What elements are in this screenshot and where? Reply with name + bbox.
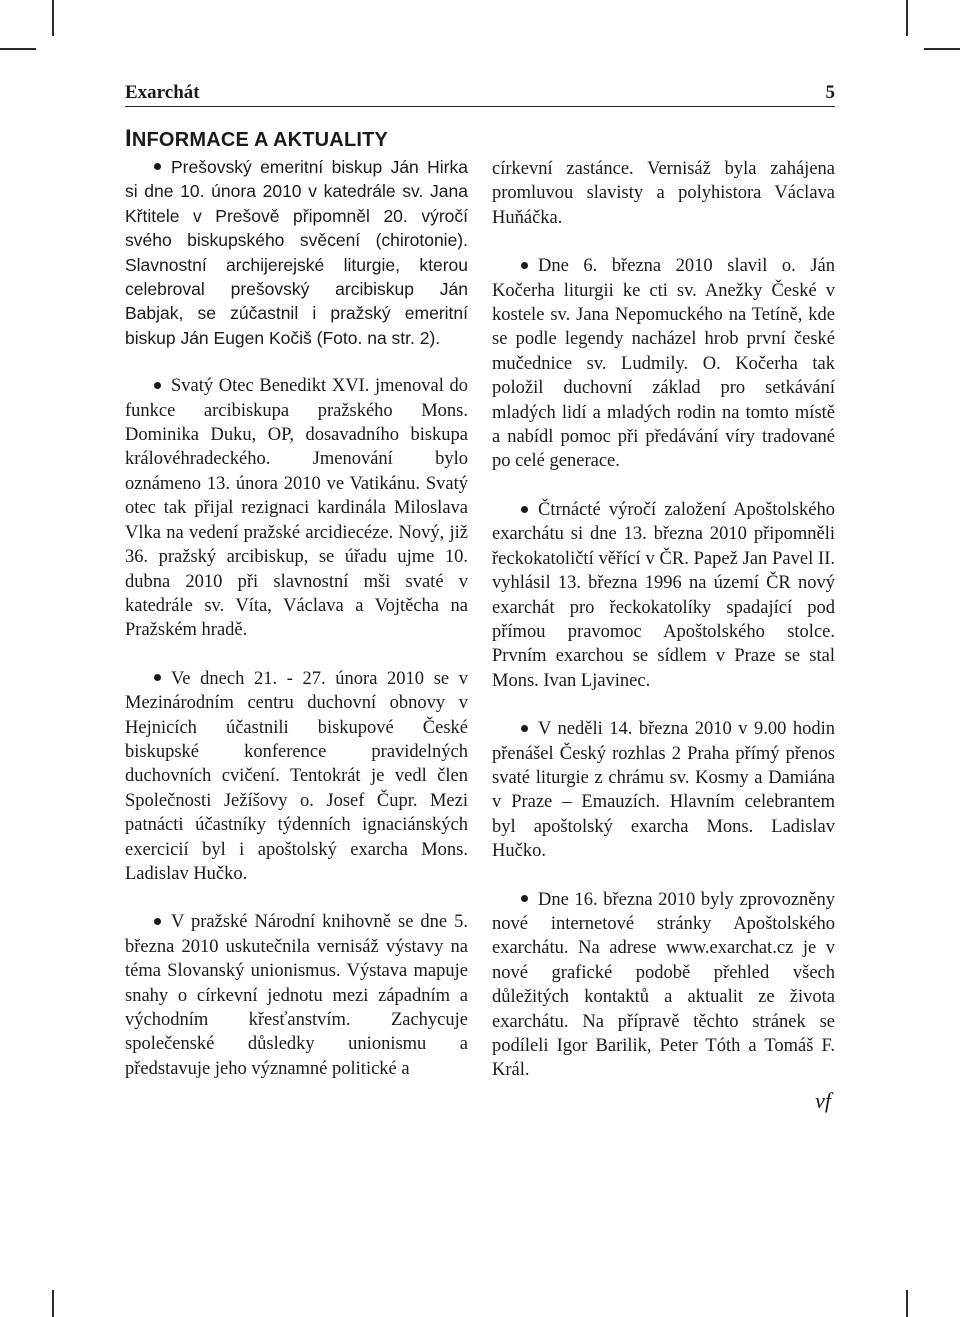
crop-mark-bottom-left <box>52 1290 54 1317</box>
news-item-text: Ve dnech 21. - 27. února 2010 se v Mezinárodním centru duchovní obnovy v Hejnicích účastnili biskupové České biskupské konference pravidelných duchovních cvičení. Tentokrát je vedl člen Společnosti Ježíšovy o. Josef Čupr. Mezi patnácti účastníky týdenních ignaciánských exercicií byl i apoštolský exarcha Mons. Ladislav Hučko. <box>125 668 468 884</box>
bullet-icon <box>154 918 161 925</box>
author-signature: vf <box>815 1087 831 1113</box>
news-item <box>125 155 468 350</box>
news-item <box>125 374 468 642</box>
section-title-initial: I <box>125 125 132 152</box>
page-number: 5 <box>825 82 835 103</box>
crop-mark-top-right <box>906 0 908 36</box>
crop-mark-bottom-right <box>906 1290 908 1317</box>
news-item-text: Dne 16. března 2010 byly zprovozněny nové internetové stránky Apoštolského exarchátu. Na adrese www.exarchat.cz je v nové grafické podobě přehled všech důležitých kontaktů a aktualit ze života exarchátu. Na přípravě těchto stránek se podíleli Igor Barilik, Peter Tóth a Tomáš F. Král. <box>492 889 835 1081</box>
news-item-text: Prešovský emeritní biskup Ján Hirka si dne 10. února 2010 v katedrále sv. Jana Křtitele v Prešově připomněl 20. výročí svého biskupského svěcení (chirotonie). Slavnostní archijerejské liturgie, kterou celebroval prešovský arcibiskup Ján Babjak, se zúčastnil i pražský emeritní biskup Ján Eugen Kočiš (Foto. na str. 2). <box>125 157 468 348</box>
bullet-icon <box>521 725 528 732</box>
crop-mark-left-top <box>0 48 36 50</box>
news-item <box>125 667 468 887</box>
section-title <box>125 125 388 153</box>
right-column <box>492 157 835 1113</box>
bullet-icon <box>154 163 161 170</box>
crop-mark-top-left <box>52 0 54 36</box>
news-item-text: V neděli 14. března 2010 v 9.00 hodin přenášel Český rozhlas 2 Praha přímý přenos svaté liturgie z chrámu sv. Kosmy a Damiána v Praze – Emauzích. Hlavním celebrantem byl apoštolský exarcha Mons. Ladislav Hučko. <box>492 719 835 862</box>
news-item-text: Svatý Otec Benedikt XVI. jmenoval do funkce arcibiskupa pražského Mons. Dominika Duku, OP, dosavadního biskupa královéhradeckého. Jmenování bylo oznámeno 13. února 2010 ve Vatikánu. Svatý otec tak přijal rezignaci kardinála Miloslava Vlka na vedení pražské arcidiecéze. Nový, již 36. pražský arcibiskup, se úřadu ujme 10. dubna 2010 při slavnostní mši svaté v katedrále sv. Víta, Václava a Vojtěcha na Pražském hradě. <box>125 376 468 641</box>
news-item <box>492 254 835 474</box>
bullet-icon <box>154 674 161 681</box>
bullet-icon <box>521 262 528 269</box>
publication-name: Exarchát <box>125 82 200 103</box>
bullet-icon <box>521 506 528 513</box>
news-item-text: V pražské Národní knihovně se dne 5. března 2010 uskutečnila vernisáž výstavy na téma Slovanský unionismus. Výstava mapuje snahy o církevní jednotu mezi západním a východním křesťanstvím. Zachycuje společenské důsledky unionismu a představuje jeho významné politické a <box>125 912 468 1079</box>
news-item-continuation: církevní zastánce. Vernisáž byla zahájena promluvou slavisty a polyhistora Václava Huňáčka. <box>492 159 835 228</box>
news-item <box>125 910 468 1081</box>
left-column <box>125 155 468 1105</box>
news-item <box>492 888 835 1083</box>
running-header <box>125 82 835 107</box>
bullet-icon <box>154 382 161 389</box>
news-item <box>492 498 835 693</box>
news-item-text: Čtrnácté výročí založení Apoštolského exarchátu si dne 13. března 2010 připomněli řeckokatoličtí věřící v ČR. Papež Jan Pavel II. vyhlásil 13. března 1996 na území ČR nový exarchát pro řeckokatolíky spadající pod přímou pravomoc Apoštolského stolce. Prvním exarchou se sídlem v Praze se stal Mons. Ivan Ljavinec. <box>492 499 835 691</box>
news-item-text: Dne 6. března 2010 slavil o. Ján Kočerha liturgii ke cti sv. Anežky České v kostele sv. Jana Nepomuckého na Tetíně, kde se podle legendy nacházel hrob první české mučednice sv. Ludmily. O. Kočerha tak položil duchovní základ pro setkávání mladých lidí a mladých rodin na tomto místě a nabídl pomoc při předávání víry tradované po celé generace. <box>492 256 835 472</box>
news-item <box>492 717 835 863</box>
bullet-icon <box>521 895 528 902</box>
section-title-rest: NFORMACE A AKTUALITY <box>131 129 389 151</box>
crop-mark-right-top <box>924 48 960 50</box>
